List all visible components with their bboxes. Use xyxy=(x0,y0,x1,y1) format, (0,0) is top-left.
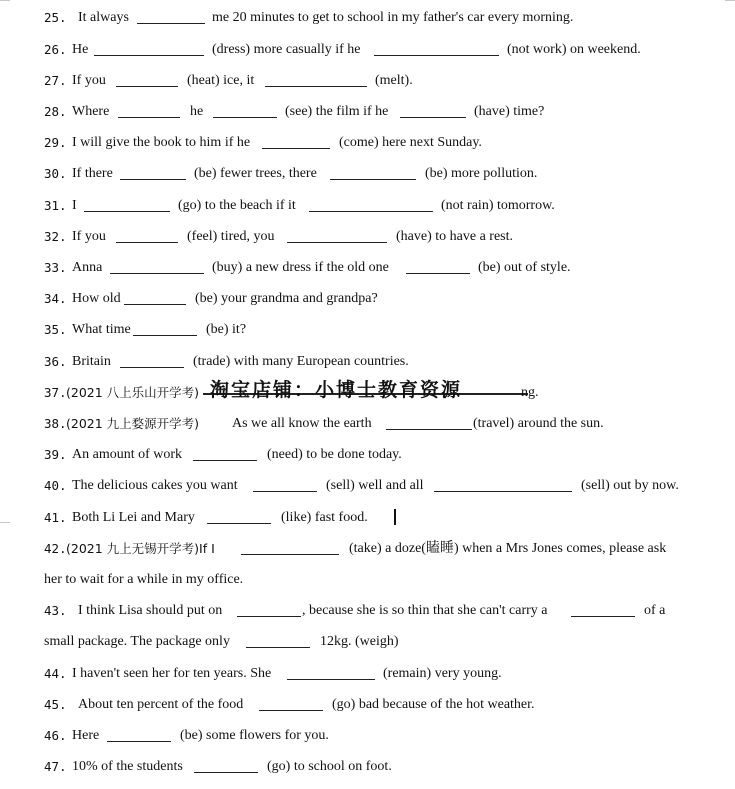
exercise-line: 26. He (dress) more casually if he (not work) on weekend. xyxy=(44,42,641,57)
answer-blank[interactable] xyxy=(259,710,323,711)
exercise-line: 30. If there (be) fewer trees, there (be) more pollution. xyxy=(44,166,538,181)
exercise-line: 39. An amount of work (need) to be done today. xyxy=(44,447,402,462)
answer-blank[interactable] xyxy=(330,179,416,180)
text-cursor xyxy=(394,509,396,525)
exercise-line: 47. 10% of the students (go) to school on foot. xyxy=(44,759,392,774)
exercise-line: 28. Where he (see) the film if he (have) time? xyxy=(44,104,545,119)
exercise-line: 37. (2021 八上乐山开学考) 淘宝店铺：小博士教育资源 ng. xyxy=(44,379,539,401)
answer-blank[interactable] xyxy=(287,242,387,243)
answer-blank[interactable] xyxy=(253,491,317,492)
exercise-line: 36. Britain (trade) with many European countries. xyxy=(44,354,409,369)
answer-blank[interactable] xyxy=(110,273,204,274)
answer-blank[interactable] xyxy=(237,616,301,617)
exercise-line: 45. About ten percent of the food (go) bad because of the hot weather. xyxy=(44,697,535,712)
exercise-line: 38. (2021 九上婺源开学考) As we all know the earth (travel) around the sun. xyxy=(44,416,604,431)
answer-blank[interactable] xyxy=(116,86,178,87)
exercise-line: 35. What time (be) it? xyxy=(44,322,247,337)
answer-blank[interactable] xyxy=(193,460,257,461)
answer-blank[interactable] xyxy=(207,523,271,524)
exercise-line: 40. The delicious cakes you want (sell) well and all (sell) out by now. xyxy=(44,478,679,493)
answer-blank[interactable] xyxy=(241,554,339,555)
corner-mark-right xyxy=(725,0,735,1)
exercise-line: 43. I think Lisa should put on , because she is so thin that she can't carry a of a xyxy=(44,603,666,618)
answer-blank[interactable] xyxy=(400,117,466,118)
corner-mark-left xyxy=(0,0,10,1)
answer-blank[interactable] xyxy=(120,179,186,180)
answer-blank[interactable] xyxy=(374,55,499,56)
answer-blank[interactable] xyxy=(434,491,572,492)
exercise-line: 32. If you (feel) tired, you (have) to have a rest. xyxy=(44,229,513,244)
answer-blank[interactable] xyxy=(246,647,310,648)
answer-blank[interactable] xyxy=(84,211,170,212)
exercise-line: 34. How old (be) your grandma and grandpa? xyxy=(44,291,378,306)
answer-blank[interactable] xyxy=(194,772,258,773)
exercise-line: 44. I haven't seen her for ten years. She (remain) very young. xyxy=(44,666,502,681)
exercise-line: 41. Both Li Lei and Mary (like) fast food. xyxy=(0,507,735,529)
exercise-line: 25. It always me 20 minutes to get to school in my father's car every morning. xyxy=(44,10,574,25)
answer-blank[interactable] xyxy=(124,304,186,305)
answer-blank[interactable] xyxy=(571,616,635,617)
answer-blank[interactable] xyxy=(94,55,204,56)
answer-blank[interactable] xyxy=(137,23,205,24)
exercise-line-continued: small package. The package only 12kg. (weigh) xyxy=(44,634,399,649)
exercise-line-continued: her to wait for a while in my office. xyxy=(44,572,244,587)
answer-blank[interactable] xyxy=(116,242,178,243)
exercise-line: 33. Anna (buy) a new dress if the old one (be) out of style. xyxy=(44,260,571,275)
answer-blank[interactable] xyxy=(265,86,367,87)
answer-blank[interactable] xyxy=(406,273,470,274)
answer-blank[interactable] xyxy=(386,429,472,430)
answer-blank[interactable] xyxy=(287,679,375,680)
exercise-line: 29. I will give the book to him if he (come) here next Sunday. xyxy=(44,135,482,150)
answer-blank[interactable] xyxy=(118,117,180,118)
answer-blank[interactable] xyxy=(213,117,277,118)
answer-blank[interactable] xyxy=(309,211,433,212)
watermark: 淘宝店铺：小博士教育资源 xyxy=(210,379,463,401)
answer-blank[interactable] xyxy=(107,741,171,742)
answer-blank[interactable] xyxy=(133,335,197,336)
answer-blank[interactable] xyxy=(120,367,184,368)
answer-blank[interactable] xyxy=(262,148,330,149)
exercise-line: 27. If you (heat) ice, it (melt). xyxy=(44,73,413,88)
exercise-line: 31. I (go) to the beach if it (not rain) tomorrow. xyxy=(44,198,555,213)
exercise-line: 42. (2021 九上无锡开学考)If I (take) a doze(瞌睡) when a Mrs Jones comes, please ask xyxy=(44,541,667,556)
exercise-line: 46. Here (be) some flowers for you. xyxy=(44,728,329,743)
